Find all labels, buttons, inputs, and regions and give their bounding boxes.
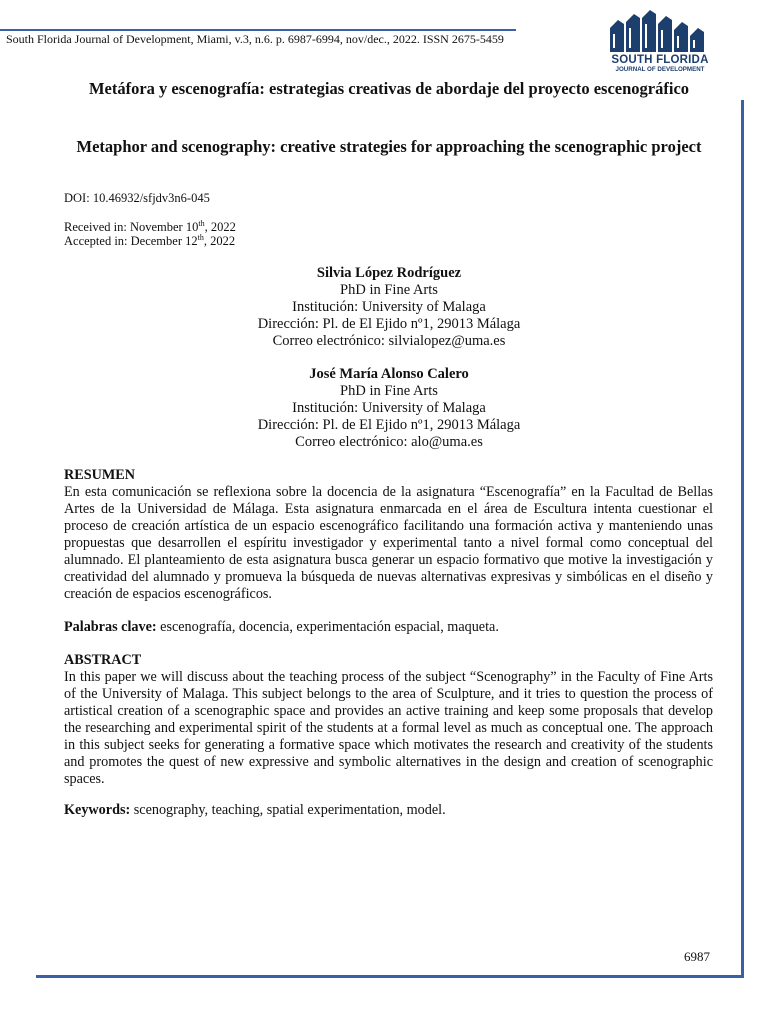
page-frame-right (741, 100, 744, 977)
palabras-clave (64, 619, 713, 636)
title-spanish: Metáfora y escenografía: estrategias creativas de abordaje del proyecto escenográfico (88, 79, 690, 98)
abstract-body: In this paper we will discuss about the teaching process of the subject “Scenography” in the Faculty of Fine Arts of the University of Malaga. This subject belongs to the area of Sculpture, and it tries to question the process of artistical creation of a scenographic space and provides an active training and keep some proposals that develop the researching and experimental spirit of the students at a formal level as much as conceptual one. The approach in this subject seeks for generating a formative space which motivates the research and creativity of the students and promotes the quest of new expressive and symbolic alternatives in the design and creation of scenographic spaces. (64, 669, 713, 787)
journal-citation: South Florida Journal of Development, Miami, v.3, n.6. p. 6987-6994, nov/dec., 2022. ISSN 2675-5459 (6, 32, 504, 46)
abstract-section (64, 652, 713, 788)
doi: DOI: 10.46932/sfjdv3n6-045 (64, 191, 210, 205)
keywords-label: Keywords: (64, 802, 131, 818)
resumen-body: En esta comunicación se reflexiona sobre la docencia de la asignatura “Escenografía” en la Facultad de Bellas Artes de la Universidad de Málaga. Esta asignatura enmarcada en el área de Escultura intenta cuestionar el proceso de creación artística de un espacio escenográfico facilitando una formación activa y manteniendo unas propuestas que desarrollen el espíritu investigador y experimental tanto a nivel formal como conceptual del alumnado. El planteamiento de esta asignatura busca generar un espacio formativo que motive la investigación y creatividad del alumnado y promueva la búsqueda de nuevas alternativas expresivas y simbólicas en el diseño y creación de espacios escenográficos. (64, 484, 713, 602)
logo-title: SOUTH FLORIDA (611, 54, 709, 66)
title-english: Metaphor and scenography: creative strategies for approaching the scenographic project (76, 137, 702, 156)
buildings-logo-icon (604, 8, 716, 58)
author-degree: PhD in Fine Arts (340, 383, 438, 399)
author-email: Correo electrónico: alo@uma.es (295, 434, 483, 450)
author-institution: Institución: University of Malaga (292, 299, 486, 315)
palabras-clave-label: Palabras clave: (64, 619, 157, 635)
keywords-value: scenography, teaching, spatial experimentation, model. (130, 802, 446, 818)
abstract-heading: ABSTRACT (64, 652, 142, 668)
accepted-date: Accepted in: December 12th, 2022 (64, 233, 236, 248)
palabras-clave-value: escenografía, docencia, experimentación espacial, maqueta. (156, 619, 499, 635)
resumen-heading: RESUMEN (64, 467, 135, 483)
author-degree: PhD in Fine Arts (340, 282, 438, 298)
keywords (64, 802, 713, 819)
author-name: José María Alonso Calero (309, 366, 469, 382)
page-number: 6987 (684, 949, 710, 964)
header-rule (0, 29, 516, 31)
logo-subtitle: JOURNAL OF DEVELOPMENT (615, 66, 705, 73)
author-email: Correo electrónico: silvialopez@uma.es (272, 333, 506, 349)
author-institution: Institución: University of Malaga (292, 400, 486, 416)
author-block (64, 366, 714, 451)
author-block (64, 265, 714, 350)
author-name: Silvia López Rodríguez (316, 265, 462, 281)
received-date: Received in: November 10th, 2022 (64, 219, 236, 234)
page-frame-bottom (36, 975, 744, 978)
author-address: Dirección: Pl. de El Ejido nº1, 29013 Málaga (257, 316, 521, 332)
resumen-section (64, 467, 713, 603)
author-address: Dirección: Pl. de El Ejido nº1, 29013 Málaga (257, 417, 521, 433)
